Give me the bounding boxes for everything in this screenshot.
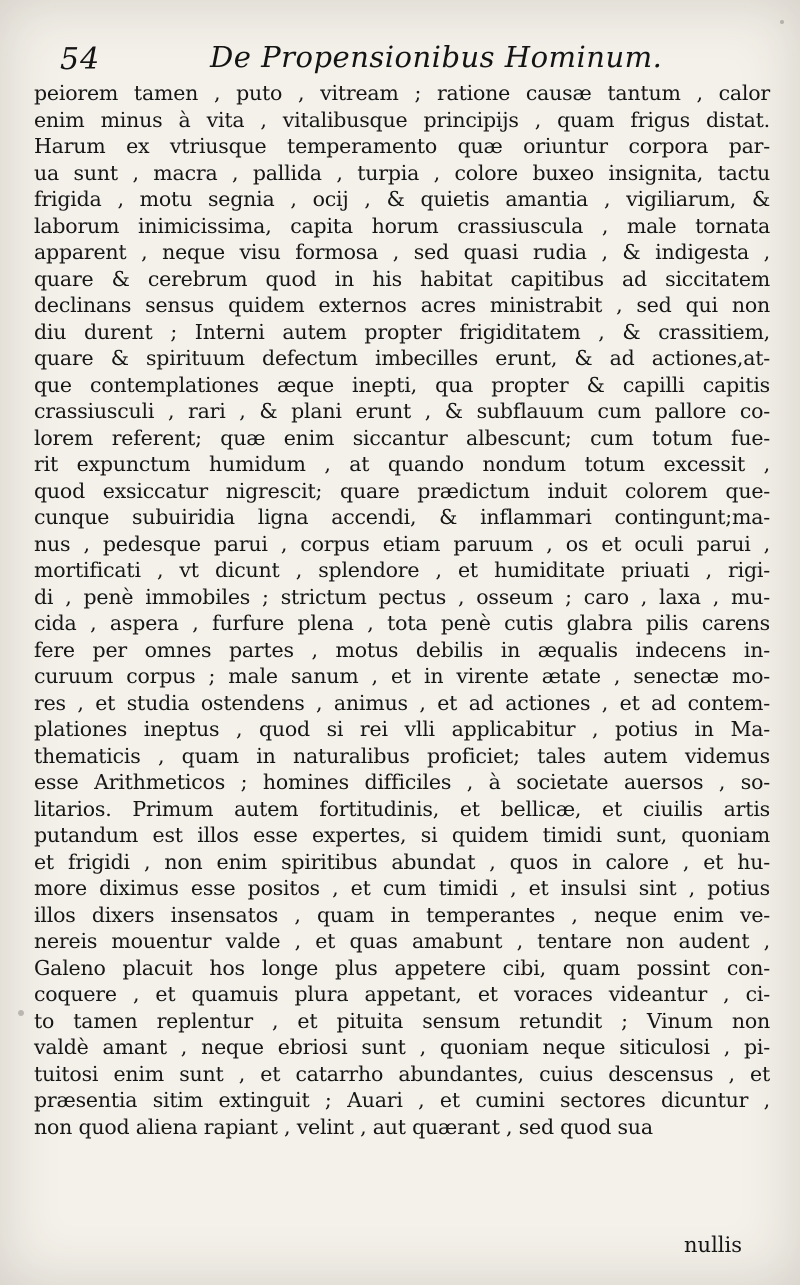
text-line: curuum corpus ; male sanum , et in virente ætate , senectæ mo- (34, 664, 770, 688)
body-text (34, 80, 770, 1140)
text-line: quare & cerebrum quod in his habitat capitibus ad siccitatem (34, 266, 770, 291)
text-line: putandum est illos esse expertes, si quidem timidi sunt, quoniam (34, 823, 770, 847)
text-line: cida , aspera , furfure plena , tota penè cutis glabra pilis carens (34, 611, 770, 635)
text-line: coquere , et quamuis plura appetant, et voraces videantur , ci- (34, 982, 770, 1006)
text-line: frigida , motu segnia , ocij , & quietis amantia , vigiliarum, & (34, 187, 770, 211)
text-line: declinans sensus quidem externos acres ministrabit , sed qui non (34, 293, 770, 317)
text-line: crassiusculi , rari , & plani erunt , & subflauum cum pallore co- (34, 399, 770, 423)
text-line: quod exsiccatur nigrescit; quare prædictum induit colorem que- (34, 478, 770, 503)
text-line: quare & spirituum defectum imbecilles erunt, & ad actiones,at- (34, 346, 770, 370)
text-line: laborum inimicissima, capita horum crassiuscula , male tornata (34, 213, 770, 238)
text-line: res , et studia ostendens , animus , et ad actiones , et ad contem- (34, 690, 770, 715)
page-number: 54 (60, 42, 101, 77)
text-line: to tamen replentur , et pituita sensum retundit ; Vinum non (34, 1008, 770, 1033)
text-line: nus , pedesque parui , corpus etiam paruum , os et oculi parui , (34, 531, 770, 556)
text-line: que contemplationes æque inepti, qua propter & capilli capitis (34, 372, 770, 397)
catchword: nullis (684, 1233, 742, 1257)
text-line: esse Arithmeticos ; homines difficiles , à societate auersos , so- (34, 770, 770, 794)
text-line: Harum ex vtriusque temperamento quæ oriuntur corpora par- (34, 134, 770, 158)
text-line: valdè amant , neque ebriosi sunt , quoniam neque siticulosi , pi- (34, 1035, 770, 1059)
text-line: non quod aliena rapiant , velint , aut quærant , sed quod sua (34, 1114, 653, 1139)
text-line: peiorem tamen , puto , vitream ; ratione causæ tantum , calor (34, 81, 770, 105)
text-line: litarios. Primum autem fortitudinis, et bellicæ, et ciuilis artis (34, 796, 770, 821)
text-line: di , penè immobiles ; strictum pectus , osseum ; caro , laxa , mu- (34, 584, 770, 609)
page-header (60, 38, 770, 78)
text-line: Galeno placuit hos longe plus appetere cibi, quam possint con- (34, 955, 770, 980)
ink-speck (780, 20, 784, 24)
running-title: De Propensionibus Hominum. (210, 40, 663, 74)
text-line: nereis mouentur valde , et quas amabunt , tentare non audent , (34, 929, 770, 953)
text-line: apparent , neque visu formosa , sed quasi rudia , & indigesta , (34, 240, 770, 264)
text-line: enim minus à vita , vitalibusque principijs , quam frigus distat. (34, 107, 770, 132)
text-line: more diximus esse positos , et cum timidi , et insulsi sint , potius (34, 876, 770, 900)
text-line: lorem referent; quæ enim siccantur albescunt; cum totum fue- (34, 425, 770, 450)
text-line: thematicis , quam in naturalibus proficiet; tales autem videmus (34, 743, 770, 768)
text-line: illos dixers insensatos , quam in temperantes , neque enim ve- (34, 902, 770, 927)
text-line: tuitosi enim sunt , et catarrho abundantes, cuius descensus , et (34, 1061, 770, 1086)
text-line: præsentia sitim extinguit ; Auari , et cumini sectores dicuntur , (34, 1088, 770, 1112)
text-line: et frigidi , non enim spiritibus abundat , quos in calore , et hu- (34, 849, 770, 874)
text-line: plationes ineptus , quod si rei vlli applicabitur , potius in Ma- (34, 717, 770, 741)
text-line: ua sunt , macra , pallida , turpia , colore buxeo insignita, tactu (34, 160, 770, 185)
text-line: cunque subuiridia ligna accendi, & inflammari contingunt;ma- (34, 505, 770, 529)
ink-speck (18, 1010, 24, 1016)
text-line: mortificati , vt dicunt , splendore , et humiditate priuati , rigi- (34, 558, 770, 582)
text-line: fere per omnes partes , motus debilis in æqualis indecens in- (34, 637, 770, 662)
text-line: rit expunctum humidum , at quando nondum totum excessit , (34, 452, 770, 476)
text-line: diu durent ; Interni autem propter frigiditatem , & crassitiem, (34, 319, 770, 344)
